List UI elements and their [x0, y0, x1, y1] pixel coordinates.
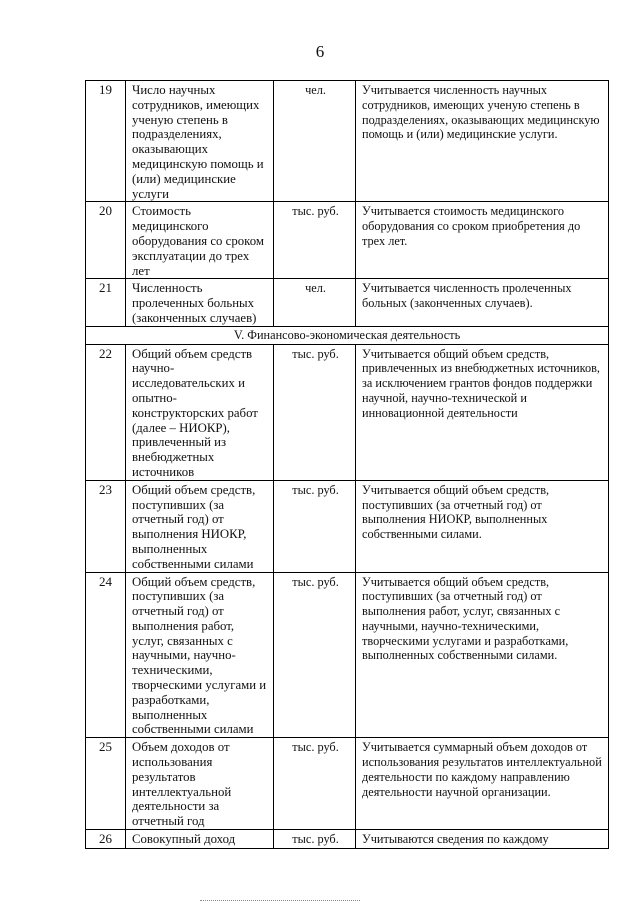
indicator-name: Стоимость медицинского оборудования со сроком эксплуатации до трех лет [126, 202, 274, 279]
bottom-divider [200, 900, 360, 902]
page-number: 6 [315, 42, 325, 61]
calculation-note: Учитывается стоимость медицинского оборудования со сроком приобретения до трех лет. [356, 202, 609, 279]
unit-of-measure: тыс. руб. [274, 202, 356, 279]
indicator-name: Объем доходов от использования результатов интеллектуальной деятельности за отчетный год [126, 738, 274, 830]
indicator-name: Общий объем средств научно-исследовательских и опытно-конструкторских работ (далее – НИОКР), привлеченный из внебюджетных источников [126, 344, 274, 480]
row-number: 21 [86, 279, 126, 326]
calculation-note: Учитываются сведения по каждому [356, 830, 609, 849]
indicator-name: Общий объем средств, поступивших (за отчетный год) от выполнения НИОКР, выполненных собственными силами [126, 480, 274, 572]
table-row [86, 344, 609, 480]
section-title: V. Финансово-экономическая деятельность [86, 326, 609, 344]
unit-of-measure: тыс. руб. [274, 572, 356, 738]
section-header-row [86, 326, 609, 344]
table-row [86, 279, 609, 326]
table-row [86, 830, 609, 849]
calculation-note: Учитывается общий объем средств, поступивших (за отчетный год) от выполнения работ, услуг, связанных с научными, научно-техническими, творческими услугами и разработками, выполненных собственными силами. [356, 572, 609, 738]
calculation-note: Учитывается суммарный объем доходов от использования результатов интеллектуальной деятельности по каждому направлению деятельности научной организации. [356, 738, 609, 830]
table-row [86, 480, 609, 572]
row-number: 23 [86, 480, 126, 572]
table-row [86, 572, 609, 738]
unit-of-measure: чел. [274, 81, 356, 202]
table-row [86, 202, 609, 279]
row-number: 26 [86, 830, 126, 849]
row-number: 24 [86, 572, 126, 738]
row-number: 22 [86, 344, 126, 480]
calculation-note: Учитывается общий объем средств, поступивших (за отчетный год) от выполнения НИОКР, выполненных собственными силами. [356, 480, 609, 572]
unit-of-measure: тыс. руб. [274, 830, 356, 849]
indicators-table [85, 80, 609, 849]
unit-of-measure: чел. [274, 279, 356, 326]
calculation-note: Учитывается численность научных сотрудников, имеющих ученую степень в подразделениях, оказывающих медицинскую помощь и (или) медицинские услуги. [356, 81, 609, 202]
unit-of-measure: тыс. руб. [274, 344, 356, 480]
indicator-name: Совокупный доход [126, 830, 274, 849]
calculation-note: Учитывается общий объем средств, привлеченных из внебюджетных источников, за исключением грантов фондов поддержки научной, научно-технической и инновационной деятельности [356, 344, 609, 480]
row-number: 19 [86, 81, 126, 202]
table-row [86, 738, 609, 830]
row-number: 20 [86, 202, 126, 279]
calculation-note: Учитывается численность пролеченных больных (законченных случаев). [356, 279, 609, 326]
unit-of-measure: тыс. руб. [274, 738, 356, 830]
table-row [86, 81, 609, 202]
indicator-name: Общий объем средств, поступивших (за отчетный год) от выполнения работ, услуг, связанных с научными, научно-техническими, творческими услугами и разработками, выполненных собственными силами [126, 572, 274, 738]
unit-of-measure: тыс. руб. [274, 480, 356, 572]
indicator-name: Численность пролеченных больных (законченных случаев) [126, 279, 274, 326]
row-number: 25 [86, 738, 126, 830]
indicator-name: Число научных сотрудников, имеющих ученую степень в подразделениях, оказывающих медицинскую помощь и (или) медицинские услуги [126, 81, 274, 202]
